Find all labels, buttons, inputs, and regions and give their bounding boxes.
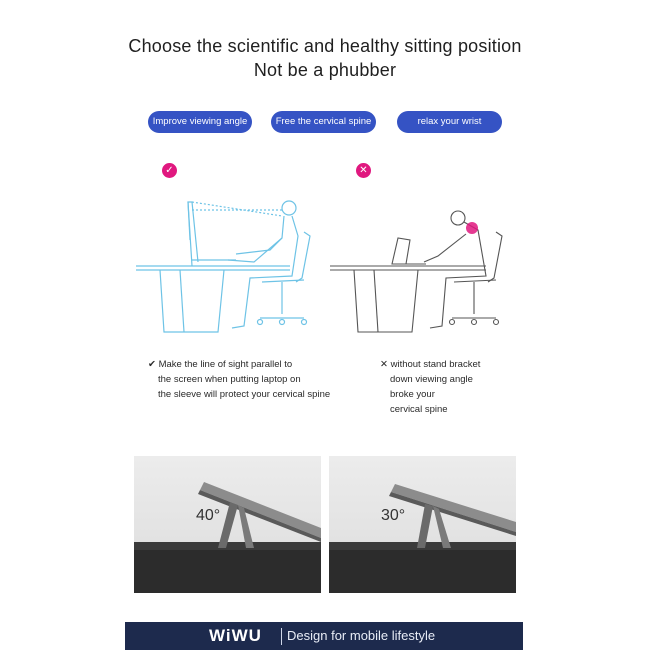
good-caption-line-1: ✔ Make the line of sight parallel to: [148, 359, 293, 370]
footer-divider: [281, 628, 282, 645]
wiwu-logo: WiWU: [209, 626, 262, 645]
check-icon: ✓: [162, 163, 177, 178]
bad-caption-line-1: ✕ without stand bracket: [380, 359, 481, 370]
pill-relax-wrist: relax your wrist: [397, 111, 502, 133]
good-caption-line-2: the screen when putting laptop on: [158, 374, 301, 385]
stand-photo-30-degrees: [329, 456, 516, 593]
cross-icon: ✕: [356, 163, 371, 178]
headline-line-1: Choose the scientific and healthy sitting position: [128, 36, 522, 56]
good-posture-illustration: [132, 180, 322, 340]
bad-caption-line-4: cervical spine: [390, 404, 448, 415]
bad-caption-line-3: broke your: [390, 389, 435, 400]
bad-caption-line-2: down viewing angle: [390, 374, 473, 385]
good-caption-line-3: the sleeve will protect your cervical spine: [158, 389, 331, 400]
pill-free-cervical-spine: Free the cervical spine: [271, 111, 376, 133]
angle-label-40: 40°: [196, 507, 221, 524]
laptop-stand-30-illustration: [329, 456, 516, 593]
brand-footer-banner: [125, 622, 523, 650]
laptop-stand-40-illustration: [134, 456, 321, 593]
footer-tagline: Design for mobile lifestyle: [287, 628, 436, 643]
bad-posture-illustration: [326, 180, 521, 340]
good-posture-caption: [148, 357, 348, 402]
stand-photo-40-degrees: [134, 456, 321, 593]
bad-posture-caption: [380, 357, 520, 417]
pill-improve-viewing-angle: Improve viewing angle: [148, 111, 252, 133]
angle-label-30: 30°: [381, 507, 406, 524]
headline-line-2: Not be a phubber: [253, 60, 397, 80]
